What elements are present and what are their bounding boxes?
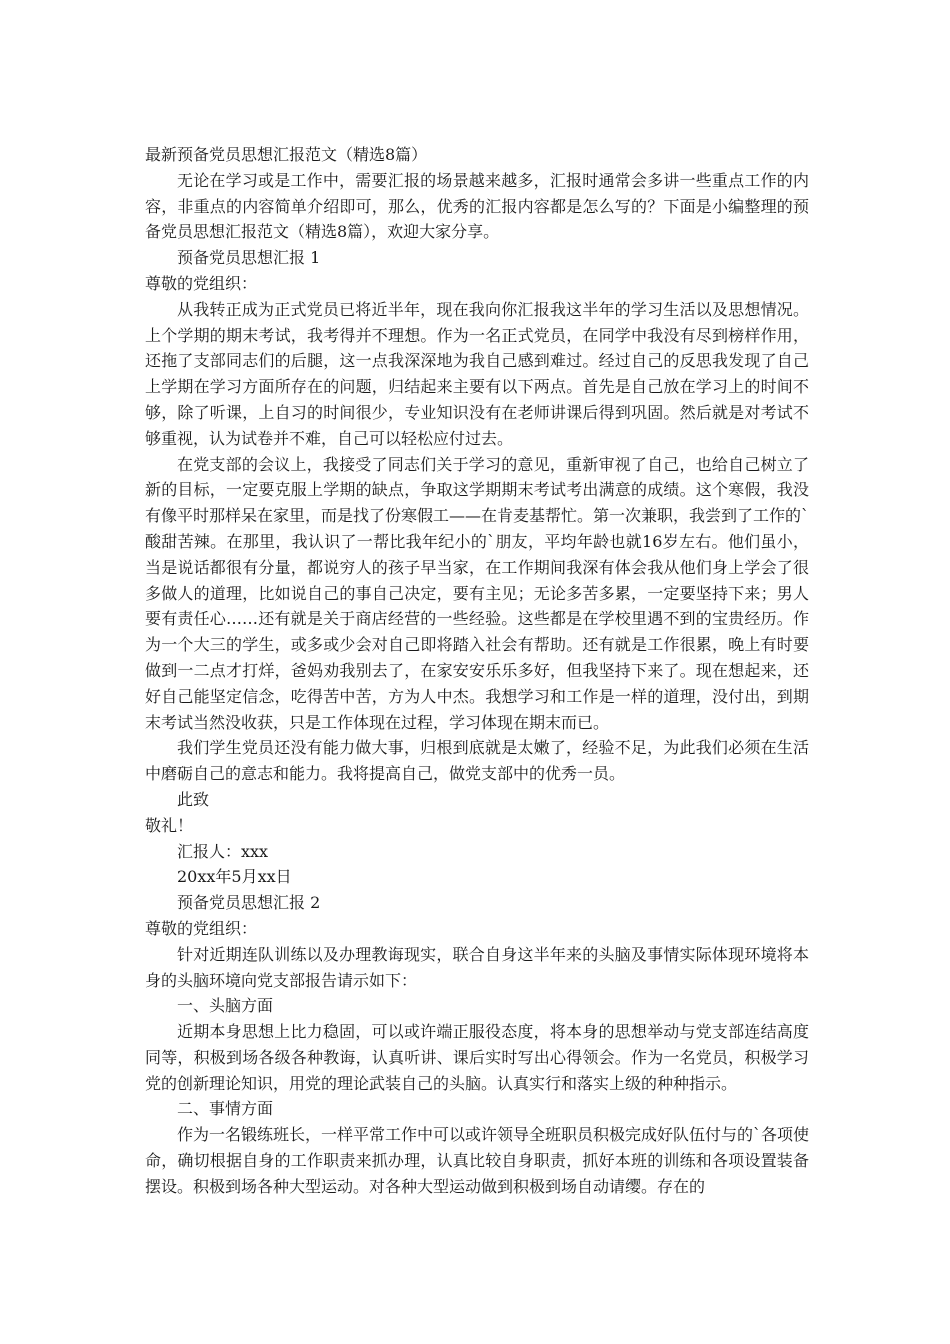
report1-heading: 预备党员思想汇报 1 [177, 248, 321, 268]
report2-salutation: 尊敬的党组织： [145, 918, 258, 938]
report1-paragraph-2: 在党支部的会议上，我接受了同志们关于学习的意见，重新审视了自己，也给自己树立了新的目标，一定要克服上学期的缺点，争取这学期期末考试考出满意的成绩。这个寒假，我没有像平时那样呆在家里，而是找了份寒假工——在肯麦基帮忙。第一次兼职，我尝到了工作的`酸甜苦辣。在那里，我认识了一帮比我年纪小的`朋友，平均年龄也就16岁左右。他们虽小，当是说话都很有分量，都说穷人的孩子早当家，在工作期间我深有体会我从他们身上学会了很多做人的道理，比如说自己的事自己决定，要有主见；无论多苦多累，一定要坚持下来；男人要有责任心……还有就是关于商店经营的一些经验。这些都是在学校里遇不到的宝贵经历。作为一个大三的学生，或多或少会对自己即将踏入社会有帮助。还有就是工作很累，晚上有时要做到一二点才打烊，爸妈劝我别去了，在家安安乐乐多好，但我坚持下来了。现在想起来，还好自己能坚定信念，吃得苦中苦，方为人中杰。我想学习和工作是一样的道理，没付出，到期末考试当然没收获，只是工作体现在过程，学习体现在期末而已。 [145, 454, 810, 732]
report1-closing-1: 此致 [177, 789, 210, 809]
document-title: 最新预备党员思想汇报范文（精选8篇） [145, 145, 428, 164]
report1-paragraph-1: 从我转正成为正式党员已将近半年，现在我向你汇报我这半年的学习生活以及思想情况。上个学期的期末考试，我考得并不理想。作为一名正式党员，在同学中我没有尽到榜样作用，还拖了支部同志们的后腿，这一点我深深地为我自己感到难过。经过自己的反思我发现了自己上学期在学习方面所存在的问题，归结起来主要有以下两点。首先是自己放在学习上的时间不够，除了听课，上自习的时间很少，专业知识没有在老师讲课后得到巩固。然后就是对考试不够重视，认为试卷并不难，自己可以轻松应付过去。 [145, 299, 809, 448]
report1-salutation: 尊敬的党组织： [145, 273, 258, 293]
report2-paragraph-1: 针对近期连队训练以及办理教诲现实，联合自身这半年来的头脑及事情实际体现环境将本身的头脑环境向党支部报告请示如下： [145, 944, 809, 990]
intro-paragraph: 无论在学习或是工作中，需要汇报的场景越来越多，汇报时通常会多讲一些重点工作的内容，非重点的内容简单介绍即可，那么，优秀的汇报内容都是怎么写的？下面是小编整理的预备党员思想汇报范文（精选8篇），欢迎大家分享。 [145, 170, 809, 242]
report2-paragraph-3: 作为一名锻练班长，一样平常工作中可以或许领导全班职员积极完成好队伍付与的`各项使命，确切根据自身的工作职责来抓办理，认真比较自身职责，抓好本班的训练和各项设置装备摆设。积极到场各种大型运动。对各种大型运动做到积极到场自动请缨。存在的 [145, 1125, 810, 1196]
report2-section-2: 二、事情方面 [177, 1099, 274, 1119]
document-page [145, 142, 809, 1200]
report1-reporter: 汇报人：xxx [177, 841, 269, 861]
report2-paragraph-2: 近期本身思想上比力稳固，可以或许端正服役态度，将本身的思想举动与党支部连结高度同等，积极到场各级各种教诲，认真听讲、课后实时写出心得领会。作为一名党员，积极学习党的创新理论知识，用党的理论武装自己的头脑。认真实行和落实上级的种种指示。 [145, 1022, 809, 1093]
report1-date: 20xx年5月xx日 [177, 867, 292, 887]
report2-heading: 预备党员思想汇报 2 [177, 893, 321, 913]
report1-paragraph-3: 我们学生党员还没有能力做大事，归根到底就是太嫩了，经验不足，为此我们必须在生活中磨砺自己的意志和能力。我将提高自己，做党支部中的优秀一员。 [145, 738, 809, 784]
report1-closing-2: 敬礼！ [145, 815, 194, 835]
report2-section-1: 一、头脑方面 [177, 996, 274, 1016]
